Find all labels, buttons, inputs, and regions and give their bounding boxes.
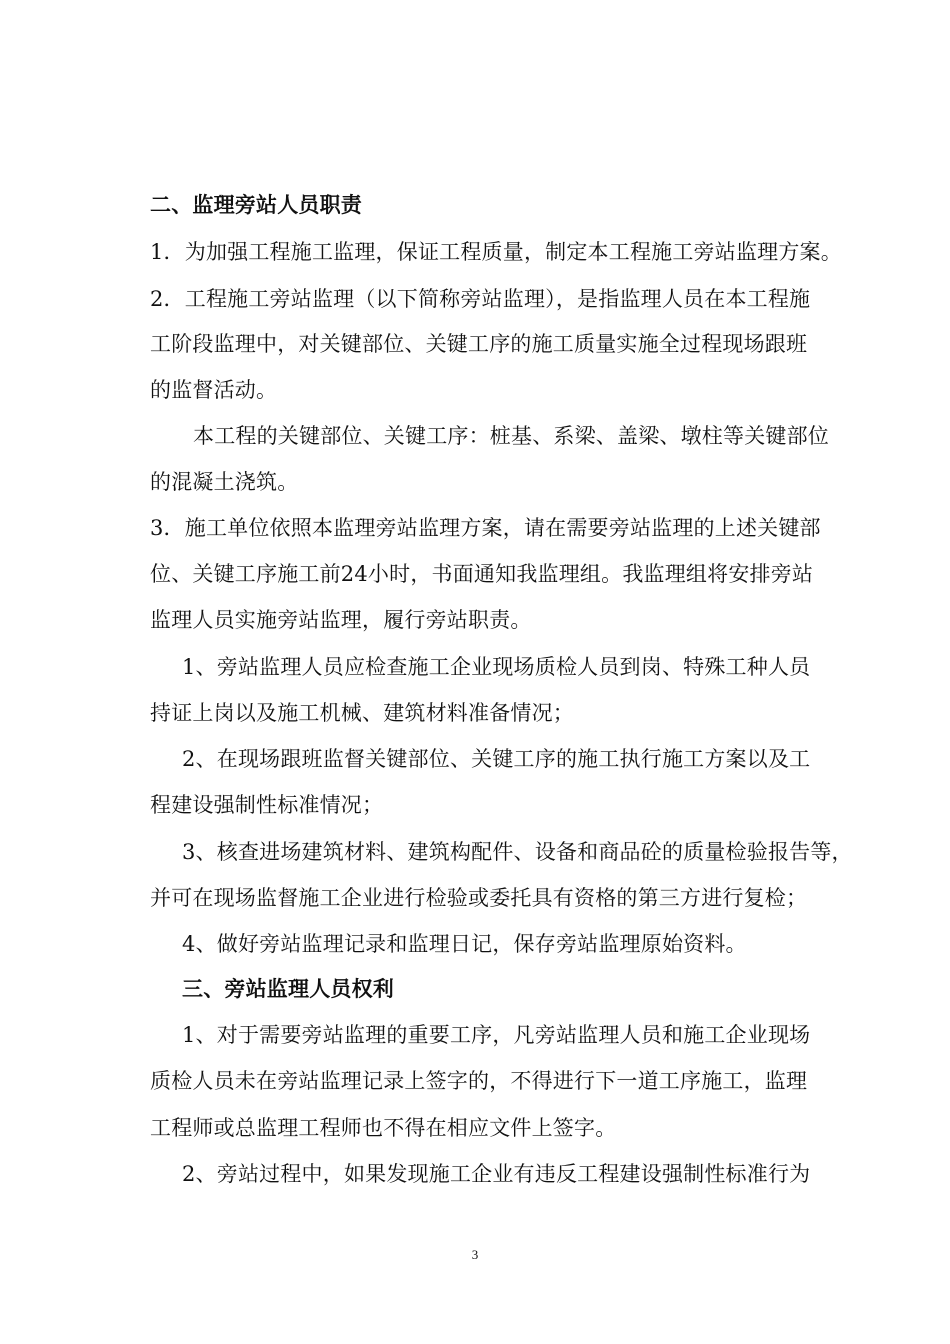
paragraph-2-line-1: 2．工程施工旁站监理（以下简称旁站监理），是指监理人员在本工程施 (150, 287, 811, 311)
duty-item-3-line-1: 3、核查进场建筑材料、建筑构配件、设备和商品砼的质量检验报告等， (182, 840, 853, 864)
paragraph-2-line-3: 的监督活动。 (150, 378, 278, 402)
duty-item-3-line-2: 并可在现场监督施工企业进行检验或委托具有资格的第三方进行复检； (150, 886, 808, 910)
paragraph-3-line-1: 本工程的关键部位、关键工序：桩基、系梁、盖梁、墩柱等关键部位 (193, 424, 829, 448)
duty-item-1-line-1: 1、旁站监理人员应检查施工企业现场质检人员到岗、特殊工种人员 (182, 655, 811, 679)
duty-item-1-line-2: 持证上岗以及施工机械、建筑材料准备情况； (150, 701, 574, 725)
paragraph-4-line-2: 位、关键工序施工前24小时，书面通知我监理组。我监理组将安排旁站 (150, 562, 814, 586)
duty-item-4-line-1: 4、做好旁站监理记录和监理日记，保存旁站监理原始资料。 (182, 932, 747, 956)
paragraph-4-line-1: 3．施工单位依照本监理旁站监理方案，请在需要旁站监理的上述关键部 (150, 516, 821, 540)
duty-item-2-line-2: 程建设强制性标准情况； (150, 793, 384, 817)
right-item-1-line-3: 工程师或总监理工程师也不得在相应文件上签字。 (150, 1116, 617, 1140)
paragraph-2-line-2: 工阶段监理中，对关键部位、关键工序的施工质量实施全过程现场跟班 (150, 332, 808, 356)
section-heading-duties: 二、监理旁站人员职责 (150, 192, 362, 217)
paragraph-3-line-2: 的混凝土浇筑。 (150, 470, 299, 494)
right-item-2-line-1: 2、旁站过程中，如果发现施工企业有违反工程建设强制性标准行为 (182, 1162, 811, 1186)
right-item-1-line-1: 1、对于需要旁站监理的重要工序，凡旁站监理人员和施工企业现场 (182, 1023, 811, 1047)
paragraph-1-line-1: 1．为加强工程施工监理，保证工程质量，制定本工程施工旁站监理方案。 (150, 240, 842, 264)
page-number: 3 (471, 1247, 479, 1262)
paragraph-4-line-3: 监理人员实施旁站监理，履行旁站职责。 (150, 608, 532, 632)
duty-item-2-line-1: 2、在现场跟班监督关键部位、关键工序的施工执行施工方案以及工 (182, 747, 811, 771)
right-item-1-line-2: 质检人员未在旁站监理记录上签字的，不得进行下一道工序施工，监理 (150, 1069, 808, 1093)
section-heading-rights: 三、旁站监理人员权利 (182, 976, 394, 1001)
